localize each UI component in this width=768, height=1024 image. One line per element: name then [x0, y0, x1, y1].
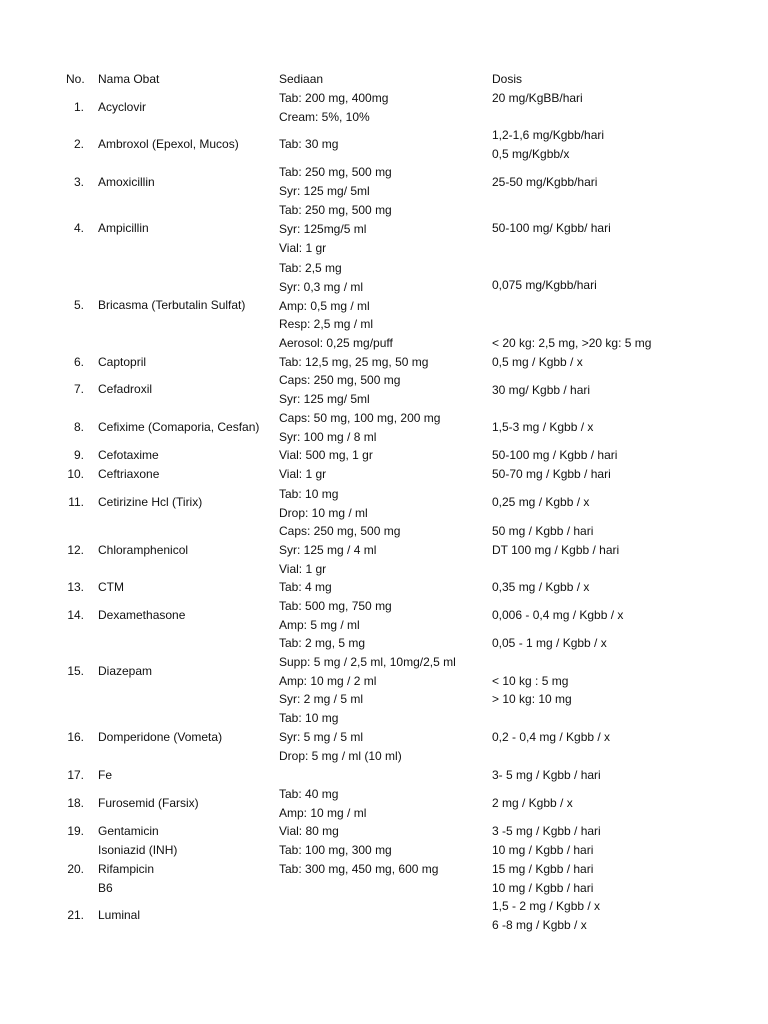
sediaan-line: Drop: 5 mg / ml (10 ml) [279, 749, 402, 763]
sediaan-line: Tab: 100 mg, 300 mg [279, 843, 392, 857]
sediaan-line: Vial: 1 gr [279, 467, 327, 481]
dosis-line: 0,05 - 1 mg / Kgbb / x [492, 636, 607, 650]
dosis-line: 10 mg / Kgbb / hari [492, 881, 594, 895]
row-number: 8. [73, 420, 84, 434]
dosis-line: 0,25 mg / Kgbb / x [492, 495, 590, 509]
drug-name: Dexamethasone [98, 608, 186, 622]
dosis-line: 1,5 - 2 mg / Kgbb / x [492, 899, 601, 913]
sediaan-line: Tab: 2 mg, 5 mg [279, 636, 366, 650]
sediaan-line: Amp: 5 mg / ml [279, 618, 360, 632]
dosis-line: < 10 kg : 5 mg [492, 674, 569, 688]
dosis-line: 0,35 mg / Kgbb / x [492, 580, 590, 594]
dosis-line: 0,006 - 0,4 mg / Kgbb / x [492, 608, 624, 622]
drug-name: Cetirizine Hcl (Tirix) [98, 495, 203, 509]
row-number: 20. [67, 862, 84, 876]
drug-name: Cefixime (Comaporia, Cesfan) [98, 420, 260, 434]
drug-name: Rifampicin [98, 862, 155, 876]
row-number: 16. [67, 730, 84, 744]
dosis-line: 15 mg / Kgbb / hari [492, 862, 594, 876]
drug-name: Cefotaxime [98, 448, 159, 462]
header-dosis: Dosis [492, 72, 523, 86]
row-number: 10. [67, 467, 84, 481]
sediaan-line: Tab: 500 mg, 750 mg [279, 599, 392, 613]
drug-name: CTM [98, 580, 124, 594]
drug-name: Ceftriaxone [98, 467, 160, 481]
drug-name: Acyclovir [98, 100, 147, 114]
sediaan-line: Tab: 300 mg, 450 mg, 600 mg [279, 862, 439, 876]
dosis-line: 10 mg / Kgbb / hari [492, 843, 594, 857]
row-number: 5. [73, 298, 84, 312]
sediaan-line: Drop: 10 mg / ml [279, 506, 368, 520]
drug-name: Ambroxol (Epexol, Mucos) [98, 137, 239, 151]
dosis-line: 0,5 mg/Kgbb/x [492, 147, 570, 161]
sediaan-line: Tab: 12,5 mg, 25 mg, 50 mg [279, 355, 429, 369]
sediaan-line: Caps: 250 mg, 500 mg [279, 524, 401, 538]
sediaan-line: Vial: 1 gr [279, 562, 327, 576]
row-number: 11. [68, 495, 84, 509]
sediaan-line: Amp: 0,5 mg / ml [279, 299, 370, 313]
sediaan-line: Amp: 10 mg / ml [279, 806, 367, 820]
row-number: 19. [67, 824, 84, 838]
sediaan-line: Cream: 5%, 10% [279, 110, 370, 124]
row-number: 6. [73, 355, 84, 369]
sediaan-line: Tab: 40 mg [279, 787, 339, 801]
row-number: 21. [67, 908, 84, 922]
sediaan-line: Aerosol: 0,25 mg/puff [279, 336, 393, 350]
drug-name: Amoxicillin [98, 175, 155, 189]
dosis-line: 1,2-1,6 mg/Kgbb/hari [492, 128, 605, 142]
row-number: 3. [73, 175, 84, 189]
dosis-line: 50-100 mg / Kgbb / hari [492, 448, 618, 462]
drug-name: Diazepam [98, 664, 153, 678]
row-number: 7. [73, 382, 84, 396]
row-number: 1. [73, 100, 84, 114]
row-number: 18. [67, 796, 84, 810]
sediaan-line: Tab: 30 mg [279, 137, 339, 151]
dosis-line: 0,2 - 0,4 mg / Kgbb / x [492, 730, 611, 744]
sediaan-line: Tab: 250 mg, 500 mg [279, 203, 392, 217]
drug-name: B6 [98, 881, 113, 895]
drug-name: Luminal [98, 908, 141, 922]
sediaan-line: Caps: 50 mg, 100 mg, 200 mg [279, 411, 441, 425]
sediaan-line: Tab: 2,5 mg [279, 261, 342, 275]
sediaan-line: Syr: 100 mg / 8 ml [279, 430, 377, 444]
dosis-line: 50-100 mg/ Kgbb/ hari [492, 221, 611, 235]
sediaan-line: Tab: 250 mg, 500 mg [279, 165, 392, 179]
dosis-line: 3 -5 mg / Kgbb / hari [492, 824, 601, 838]
drug-name: Domperidone (Vometa) [98, 730, 223, 744]
dosis-line: 2 mg / Kgbb / x [492, 796, 573, 810]
dosis-line: DT 100 mg / Kgbb / hari [492, 543, 620, 557]
dosis-line: 0,075 mg/Kgbb/hari [492, 278, 597, 292]
dosis-line: > 10 kg: 10 mg [492, 692, 572, 706]
drug-name: Furosemid (Farsix) [98, 796, 199, 810]
sediaan-line: Tab: 200 mg, 400mg [279, 91, 389, 105]
drug-name: Captopril [98, 355, 147, 369]
sediaan-line: Vial: 1 gr [279, 241, 327, 255]
dosis-line: < 20 kg: 2,5 mg, >20 kg: 5 mg [492, 336, 652, 350]
sediaan-line: Syr: 5 mg / 5 ml [279, 730, 364, 744]
dosis-line: 30 mg/ Kgbb / hari [492, 383, 591, 397]
header-no: No. [66, 72, 85, 86]
sediaan-line: Syr: 125 mg / 4 ml [279, 543, 377, 557]
dosis-line: 1,5-3 mg / Kgbb / x [492, 420, 594, 434]
header-sediaan: Sediaan [279, 72, 324, 86]
dosis-line: 0,5 mg / Kgbb / x [492, 355, 583, 369]
row-number: 9. [73, 448, 84, 462]
row-number: 2. [73, 137, 84, 151]
sediaan-line: Syr: 125 mg/ 5ml [279, 392, 370, 406]
drug-name: Bricasma (Terbutalin Sulfat) [98, 298, 246, 312]
row-number: 13. [67, 580, 84, 594]
header-name: Nama Obat [98, 72, 160, 86]
sediaan-line: Syr: 125 mg/ 5ml [279, 184, 370, 198]
drug-name: Isoniazid (INH) [98, 843, 178, 857]
row-number: 12. [67, 543, 84, 557]
dosis-line: 3- 5 mg / Kgbb / hari [492, 768, 601, 782]
sediaan-line: Syr: 125mg/5 ml [279, 222, 367, 236]
sediaan-line: Amp: 10 mg / 2 ml [279, 674, 377, 688]
sediaan-line: Vial: 500 mg, 1 gr [279, 448, 373, 462]
sediaan-line: Syr: 2 mg / 5 ml [279, 692, 364, 706]
dosis-line: 50-70 mg / Kgbb / hari [492, 467, 611, 481]
row-number: 14. [67, 608, 84, 622]
dosis-line: 50 mg / Kgbb / hari [492, 524, 594, 538]
row-number: 4. [73, 221, 84, 235]
sediaan-line: Tab: 10 mg [279, 487, 339, 501]
sediaan-line: Vial: 80 mg [279, 824, 339, 838]
sediaan-line: Tab: 4 mg [279, 580, 332, 594]
dosis-line: 6 -8 mg / Kgbb / x [492, 918, 587, 932]
row-number: 17. [67, 768, 84, 782]
sediaan-line: Caps: 250 mg, 500 mg [279, 373, 401, 387]
dosis-line: 20 mg/KgBB/hari [492, 91, 583, 105]
sediaan-line: Supp: 5 mg / 2,5 ml, 10mg/2,5 ml [279, 655, 456, 669]
drug-name: Gentamicin [98, 824, 159, 838]
drug-name: Fe [98, 768, 113, 782]
drug-name: Cefadroxil [98, 382, 153, 396]
dosis-line: 25-50 mg/Kgbb/hari [492, 175, 598, 189]
row-number: 15. [67, 664, 84, 678]
sediaan-line: Resp: 2,5 mg / ml [279, 317, 374, 331]
sediaan-line: Syr: 0,3 mg / ml [279, 280, 364, 294]
sediaan-line: Tab: 10 mg [279, 711, 339, 725]
drug-name: Ampicillin [98, 221, 149, 235]
drug-name: Chloramphenicol [98, 543, 189, 557]
